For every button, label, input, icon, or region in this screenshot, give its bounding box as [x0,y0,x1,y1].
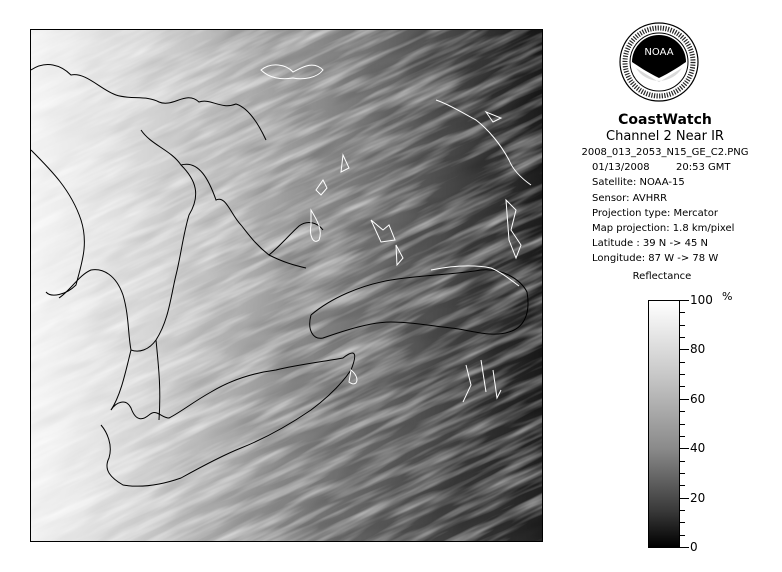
longitude-label: Longitude: 87 W -> 78 W [592,253,719,264]
channel-label: Channel 2 Near IR [606,129,724,144]
colorbar-tick-label: 80 [690,342,706,356]
colorbar-major-tick [680,547,689,548]
colorbar-tick-label: 60 [690,392,706,406]
projection-type-label: Projection type: Mercator [592,208,718,219]
colorbar-minor-tick [680,374,685,375]
colorbar-tick-label: 20 [690,491,706,505]
colorbar-minor-tick [680,337,685,338]
colorbar-minor-tick [680,362,685,363]
colorbar-major-tick [680,498,689,499]
colorbar-minor-tick [680,473,685,474]
map-projection-label: Map projection: 1.8 km/pixel [592,223,735,234]
colorbar-minor-tick [680,522,685,523]
colorbar-minor-tick [680,436,685,437]
brand-title: CoastWatch [618,112,712,128]
satellite-map[interactable] [30,29,543,542]
colorbar-tick-label: 100 [690,293,713,307]
colorbar-major-tick [680,349,689,350]
colorbar-minor-tick [680,325,685,326]
colorbar-minor-tick [680,485,685,486]
colorbar-unit: % [722,290,733,303]
colorbar-title: Reflectance [632,271,692,282]
date-label: 01/13/2008 [592,162,650,173]
colorbar-tick-label: 40 [690,441,706,455]
colorbar-minor-tick [680,312,685,313]
colorbar-major-tick [680,300,689,301]
map-bright-region [31,30,543,542]
colorbar-major-tick [680,399,689,400]
colorbar-minor-tick [680,386,685,387]
colorbar-minor-tick [680,461,685,462]
colorbar-major-tick [680,448,689,449]
latitude-label: Latitude : 39 N -> 45 N [592,238,708,249]
colorbar-minor-tick [680,424,685,425]
sensor-label: Sensor: AVHRR [592,193,668,204]
colorbar [648,300,680,548]
noaa-logo-icon [619,22,699,102]
filename-label: 2008_013_2053_N15_GE_C2.PNG [581,147,749,158]
colorbar-minor-tick [680,411,685,412]
map-canvas [31,30,543,542]
colorbar-minor-tick [680,535,685,536]
svg-text:NOAA: NOAA [644,47,674,58]
colorbar-minor-tick [680,510,685,511]
time-label: 20:53 GMT [676,162,731,173]
satellite-label: Satellite: NOAA-15 [592,177,685,188]
colorbar-tick-label: 0 [690,540,698,554]
